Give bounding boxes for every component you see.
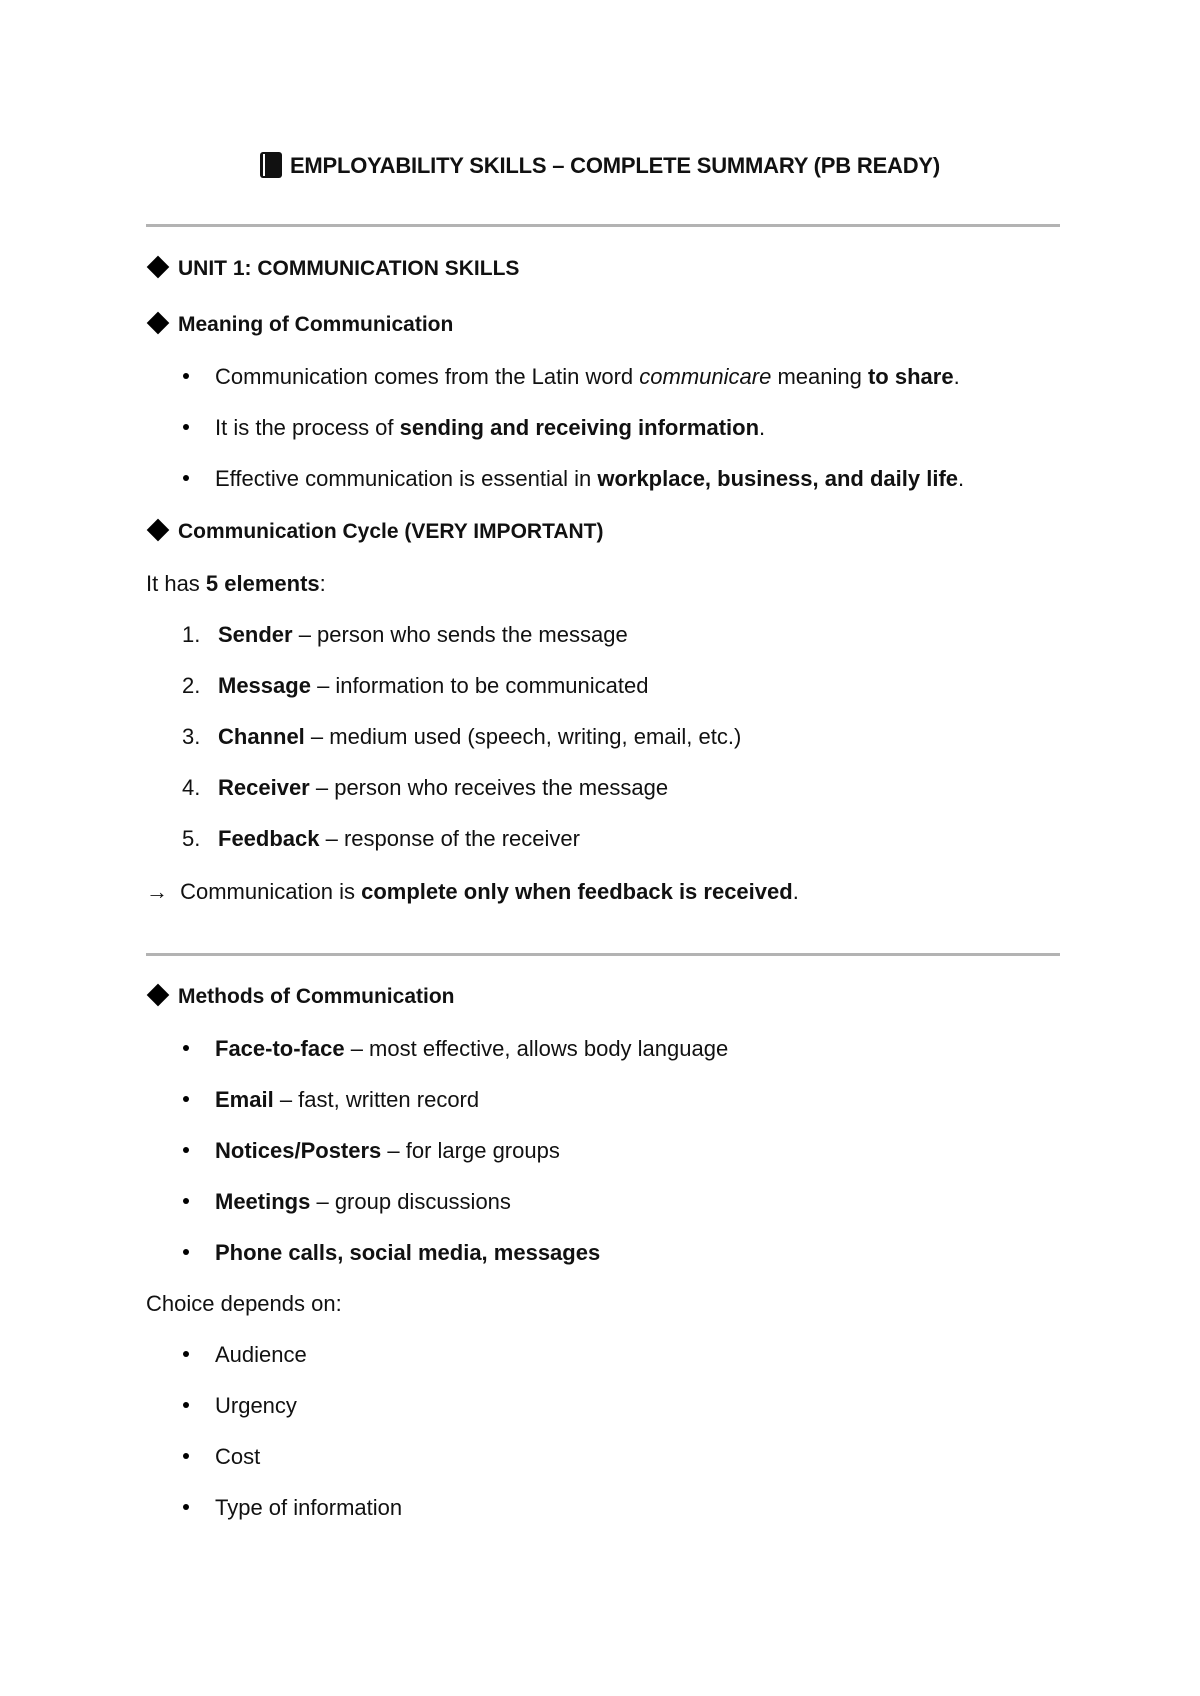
list-item: Cost: [183, 1444, 260, 1470]
numbered-item: 1. Sender – person who sends the message: [182, 622, 628, 647]
list-item: Effective communication is essential in workplace, business, and daily life.: [183, 466, 964, 492]
divider: [146, 953, 1060, 956]
numbered-item: 5. Feedback – response of the receiver: [182, 826, 580, 851]
cycle-intro: It has 5 elements:: [146, 571, 326, 596]
numbered-item: 4. Receiver – person who receives the message: [182, 775, 669, 800]
bullet-icon: [183, 1198, 189, 1204]
list-item: It is the process of sending and receiving information.: [183, 415, 765, 441]
list-item: Face-to-face – most effective, allows body language: [183, 1036, 728, 1062]
diamond-icon: [147, 984, 170, 1007]
methods-heading: Methods of Communication: [146, 985, 455, 1009]
diamond-icon: [147, 256, 170, 279]
bullet-icon: [183, 1453, 189, 1459]
list-item: Communication comes from the Latin word communicare meaning to share.: [183, 364, 960, 390]
cycle-note: → Communication is complete only when feedback is received.: [146, 879, 799, 904]
bullet-icon: [183, 475, 189, 481]
bullet-icon: [183, 1504, 189, 1510]
bullet-icon: [183, 424, 189, 430]
bullet-icon: [183, 373, 189, 379]
arrow-right-icon: →: [146, 879, 168, 904]
bullet-icon: [183, 1351, 189, 1357]
unit-heading: UNIT 1: COMMUNICATION SKILLS: [146, 257, 519, 281]
diamond-icon: [147, 519, 170, 542]
list-item: Notices/Posters – for large groups: [183, 1138, 560, 1164]
numbered-item: 3. Channel – medium used (speech, writing, email, etc.): [182, 724, 742, 749]
page-title: EMPLOYABILITY SKILLS – COMPLETE SUMMARY (PB READY): [0, 152, 1200, 179]
list-item: Audience: [183, 1342, 307, 1368]
choice-label: Choice depends on:: [146, 1291, 342, 1316]
bullet-icon: [183, 1045, 189, 1051]
bullet-icon: [183, 1402, 189, 1408]
cycle-heading: Communication Cycle (VERY IMPORTANT): [146, 520, 604, 544]
diamond-icon: [147, 312, 170, 335]
list-item: Phone calls, social media, messages: [183, 1240, 600, 1266]
list-item: Email – fast, written record: [183, 1087, 479, 1113]
numbered-item: 2. Message – information to be communicated: [182, 673, 649, 698]
book-icon: [260, 152, 282, 178]
list-item: Type of information: [183, 1495, 402, 1521]
bullet-icon: [183, 1147, 189, 1153]
bullet-icon: [183, 1249, 189, 1255]
list-item: Urgency: [183, 1393, 297, 1419]
meaning-heading: Meaning of Communication: [146, 313, 453, 337]
bullet-icon: [183, 1096, 189, 1102]
list-item: Meetings – group discussions: [183, 1189, 511, 1215]
divider: [146, 224, 1060, 227]
